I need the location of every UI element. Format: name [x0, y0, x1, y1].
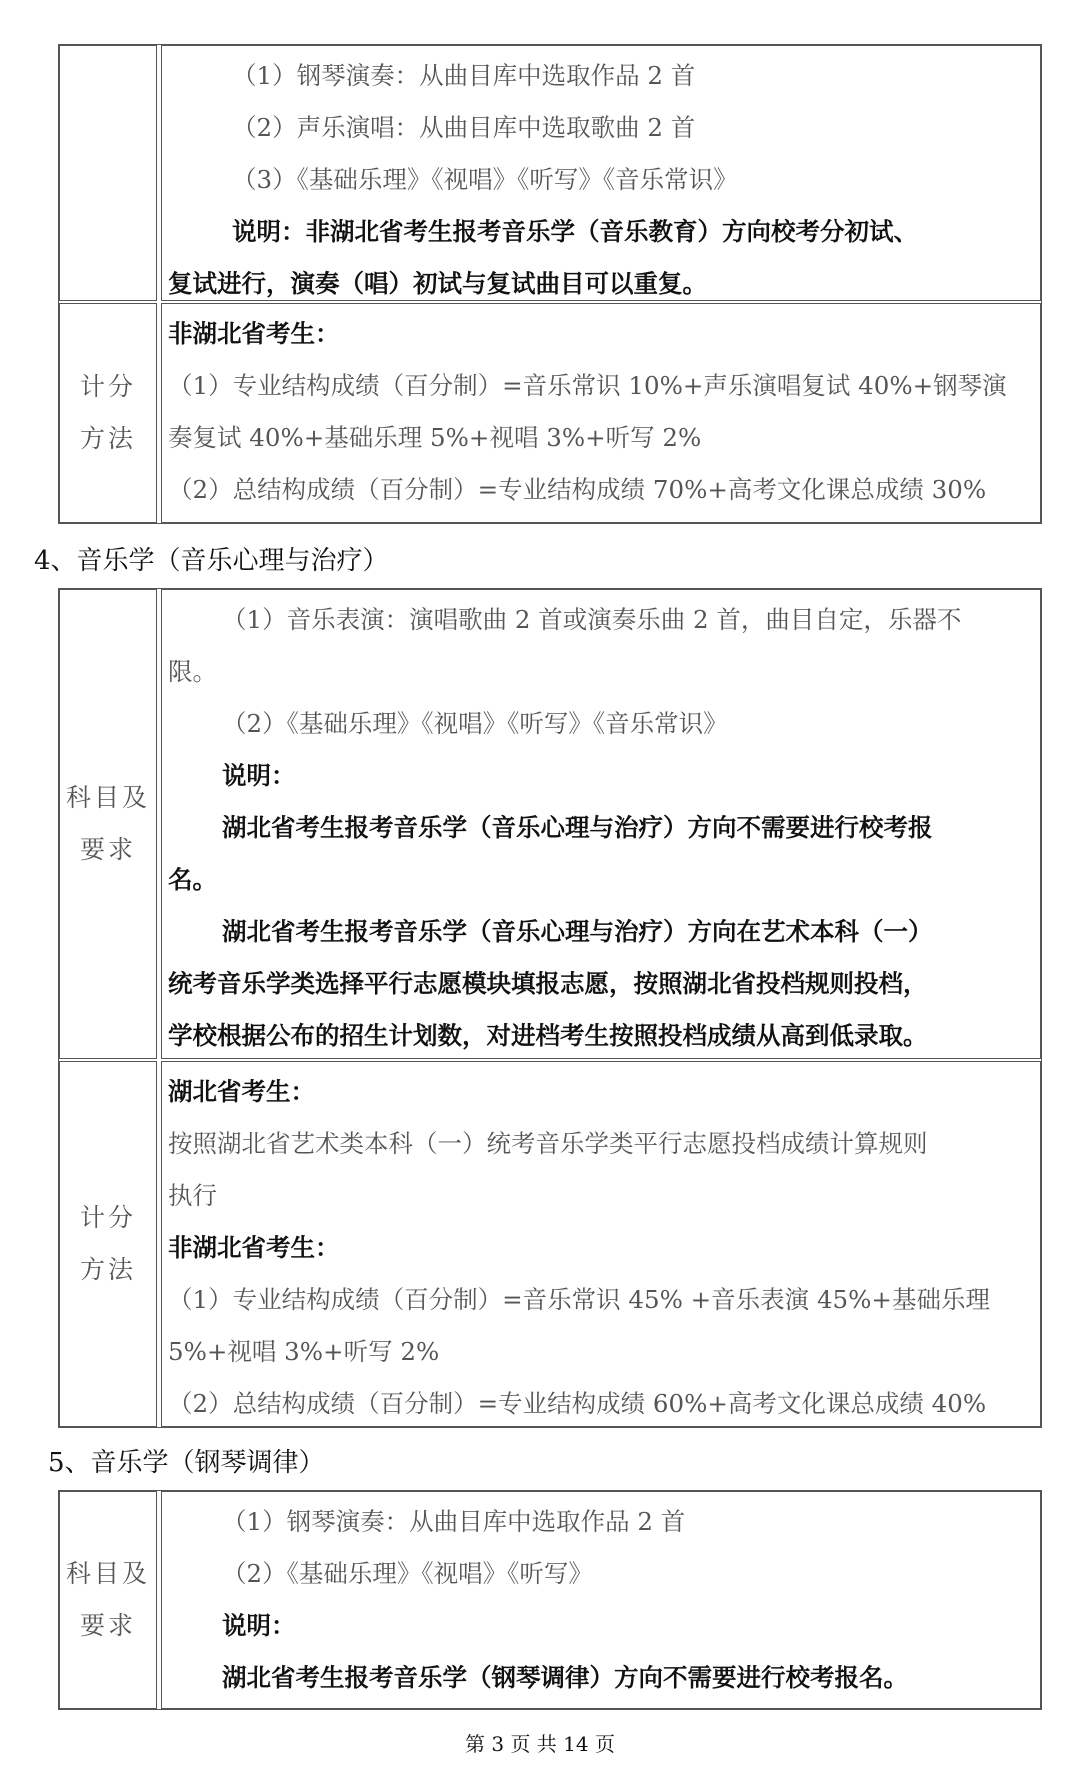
row-subjects [59, 589, 1041, 1059]
note-line: 湖北省考生报考音乐学（音乐心理与治疗）方向不需要进行校考报 [222, 813, 933, 842]
text-line: 奏复试 40%+基础乐理 5%+视唱 3%+听写 2% [168, 423, 702, 452]
page-footer: 第 3 页 共 14 页 [465, 1732, 615, 1756]
content-cell [161, 45, 1041, 301]
note-line: 复试进行，演奏（唱）初试与复试曲目可以重复。 [168, 269, 707, 298]
note-line: 说明：非湖北省考生报考音乐学（音乐教育）方向校考分初试、 [232, 217, 918, 246]
text-line: （1）音乐表演：演唱歌曲 2 首或演奏乐曲 2 首，曲目自定，乐器不 [222, 605, 962, 634]
text-line: 非湖北省考生： [168, 1233, 340, 1262]
note-line: 湖北省考生报考音乐学（音乐心理与治疗）方向在艺术本科（一） [222, 917, 933, 946]
label-scoring: 计分方法 [59, 303, 157, 523]
text-line: （2）总结构成绩（百分制）=专业结构成绩 70%+高考文化课总成绩 30% [168, 475, 987, 504]
row-scoring [59, 303, 1041, 523]
text-line: （1）钢琴演奏：从曲目库中选取作品 2 首 [222, 1507, 686, 1536]
text-line: 湖北省考生： [168, 1077, 315, 1106]
table-section-4 [58, 588, 1042, 1428]
content-cell [161, 589, 1041, 1059]
text-line: （2）《基础乐理》《视唱》《听写》《音乐常识》 [222, 709, 728, 738]
text-line: （1）钢琴演奏：从曲目库中选取作品 2 首 [232, 61, 696, 90]
text-line: （2）总结构成绩（百分制）=专业结构成绩 60%+高考文化课总成绩 40% [168, 1389, 987, 1418]
text-line: （2）《基础乐理》《视唱》《听写》 [222, 1559, 593, 1588]
text-line: （1）专业结构成绩（百分制）=音乐常识 45% +音乐表演 45%+基础乐理 [168, 1285, 990, 1314]
scoring-cell [161, 1061, 1041, 1427]
content-cell [161, 1491, 1041, 1709]
table-top [58, 44, 1042, 524]
text-line: （3）《基础乐理》《视唱》《听写》《音乐常识》 [232, 165, 738, 194]
note-line: 学校根据公布的招生计划数，对进档考生按照投档成绩从高到低录取。 [168, 1021, 928, 1050]
section-heading-5: 5、音乐学（钢琴调律） [48, 1448, 325, 1478]
label-scoring: 计分方法 [59, 1061, 157, 1427]
note-line: 说明： [222, 761, 296, 790]
text-line: （1）专业结构成绩（百分制）=音乐常识 10%+声乐演唱复试 40%+钢琴演 [168, 371, 1007, 400]
row-subjects [59, 1491, 1041, 1709]
label-subjects: 科目及要求 [59, 589, 157, 1059]
text-line: 执行 [168, 1181, 217, 1210]
label-subjects: 科目及要求 [59, 1491, 157, 1709]
text-line: 限。 [168, 657, 217, 686]
note-line: 名。 [168, 865, 217, 894]
text-line: 非湖北省考生： [168, 319, 340, 348]
row-subjects [59, 45, 1041, 301]
text-line: 按照湖北省艺术类本科（一）统考音乐学类平行志愿投档成绩计算规则 [168, 1129, 928, 1158]
note-line: 湖北省考生报考音乐学（钢琴调律）方向不需要进行校考报名。 [222, 1663, 908, 1692]
table-section-5 [58, 1490, 1042, 1710]
scoring-cell [161, 303, 1041, 523]
text-line: （2）声乐演唱：从曲目库中选取歌曲 2 首 [232, 113, 696, 142]
note-line: 说明： [222, 1611, 296, 1640]
label-cell-empty [59, 45, 157, 301]
note-line: 统考音乐学类选择平行志愿模块填报志愿，按照湖北省投档规则投档， [168, 969, 928, 998]
text-line: 5%+视唱 3%+听写 2% [168, 1337, 440, 1366]
section-heading-4: 4、音乐学（音乐心理与治疗） [34, 546, 389, 576]
row-scoring [59, 1061, 1041, 1427]
